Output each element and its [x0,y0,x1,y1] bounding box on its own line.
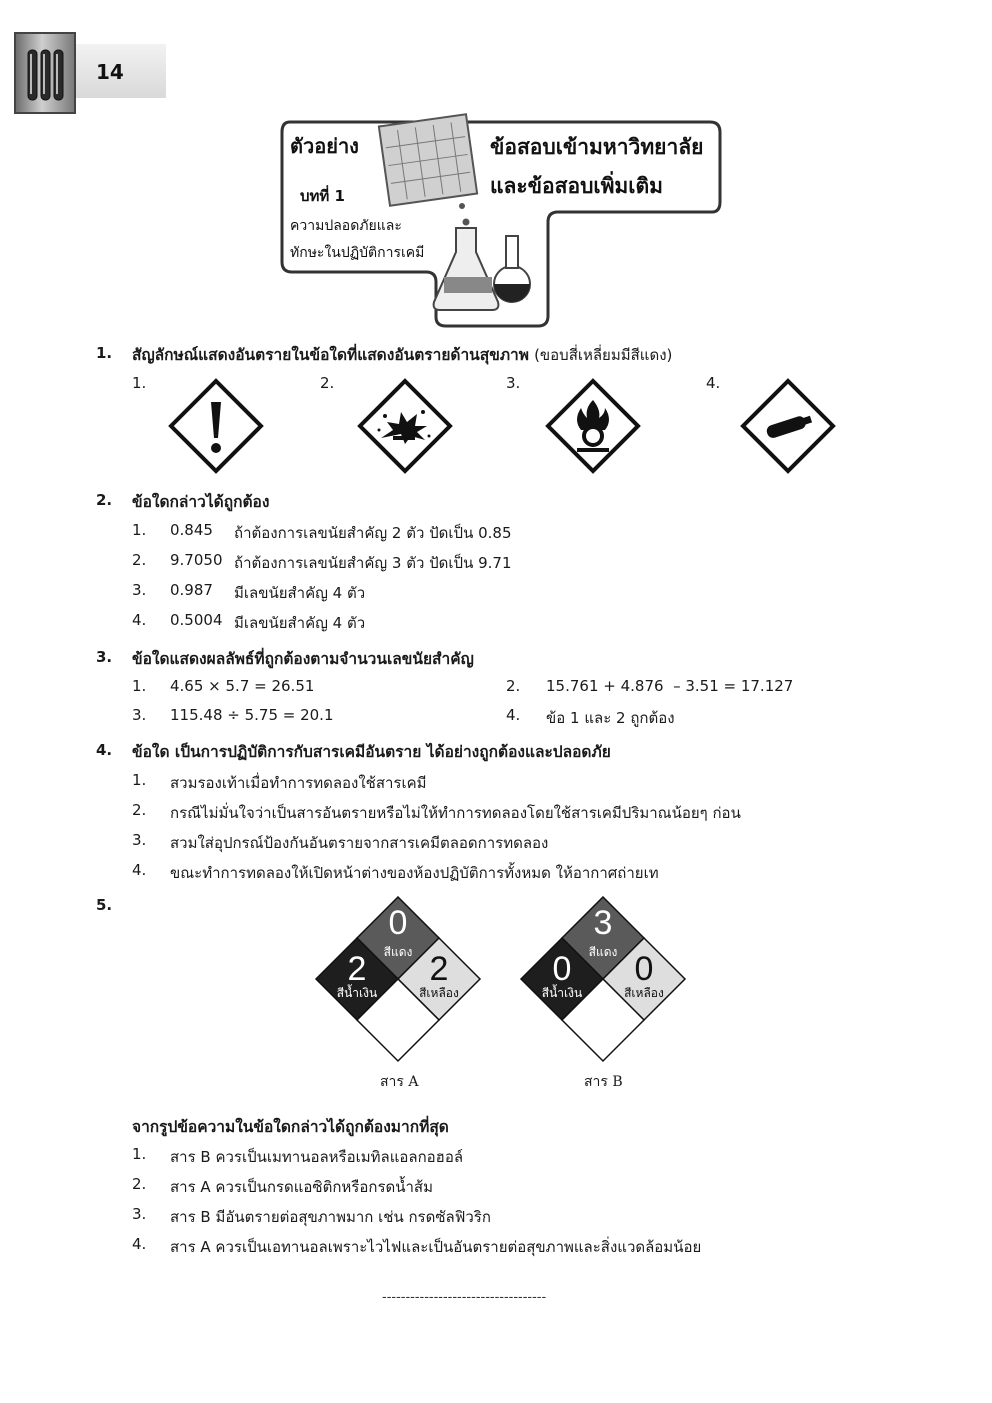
question-1-text [132,342,892,367]
q5-option-2-text: สาร A ควรเป็นกรดแอซิติกหรือกรดน้ำส้ม [170,1178,433,1196]
question-4-number: 4. [96,741,113,759]
nfpa-a-left-label: สีน้ำเงิน [336,986,378,1000]
q2-option-2-number: 2. [132,551,147,569]
q3-option-3-number: 3. [132,706,147,724]
q2-option-1-text: ถ้าต้องการเลขนัยสำคัญ 2 ตัว ปัดเป็น 0.85 [234,524,512,542]
banner-chapter: บทที่ 1 [300,187,345,205]
q4-option-1-text: สวมรองเท้าเมื่อทำการทดลองใช้สารเคมี [170,774,427,792]
nfpa-a-left-value: 2 [347,950,367,988]
q2-option-3-number: 3. [132,581,147,599]
q5-option-3-text: สาร B มีอันตรายต่อสุขภาพมาก เช่น กรดซัลฟิวริก [170,1208,491,1226]
nfpa-diamond-substance-b [519,896,687,1064]
q5-option-1-number: 1. [132,1145,147,1163]
nfpa-b-right-value: 0 [634,950,654,988]
end-divider: ----------------------------------- [382,1290,547,1305]
q2-option-2-value: 9.7050 [170,551,223,569]
q5-option-2-number: 2. [132,1175,147,1193]
question-4-text: ข้อใด เป็นการปฏิบัติการกับสารเคมีอันตราย ได้อย่างถูกต้องและปลอดภัย [132,743,611,761]
q1-option-4-number: 4. [706,374,721,392]
nfpa-b-top-label: สีแดง [588,945,618,959]
q4-option-3-number: 3. [132,831,147,849]
q4-option-1-number: 1. [132,771,147,789]
explosive-icon [357,378,453,474]
question-2-number: 2. [96,491,113,509]
q5-option-4-number: 4. [132,1235,147,1253]
q2-option-3-text: มีเลขนัยสำคัญ 4 ตัว [234,584,366,602]
substance-a-label: สาร A [380,1074,419,1090]
gas-cylinder-icon [740,378,836,474]
nfpa-b-left-value: 0 [552,950,572,988]
nfpa-diamond-substance-a [314,896,482,1064]
q1-option-2-number: 2. [320,374,335,392]
question-1-number: 1. [96,344,113,362]
q3-option-4-number: 4. [506,706,521,724]
question-1-note: (ขอบสี่เหลี่ยมมีสีแดง) [534,346,673,364]
nfpa-a-right-label: สีเหลือง [419,986,459,1000]
q3-option-1-number: 1. [132,677,147,695]
banner-topic-line2: ทักษะในปฏิบัติการเคมี [290,245,425,261]
question-3-text: ข้อใดแสดงผลลัพธ์ที่ถูกต้องตามจำนวนเลขนัยสำคัญ [132,650,474,668]
question-3-number: 3. [96,648,113,666]
q2-option-1-value: 0.845 [170,521,213,539]
q4-option-4-number: 4. [132,861,147,879]
nfpa-a-right-value: 2 [429,950,449,988]
banner-title-line2: และข้อสอบเพิ่มเติม [490,174,663,198]
q2-option-1-number: 1. [132,521,147,539]
question-5-text: จากรูปข้อความในข้อใดกล่าวได้ถูกต้องมากที่สุด [132,1118,449,1136]
q3-option-1-text: 4.65 × 5.7 = 26.51 [170,677,315,695]
q5-option-3-number: 3. [132,1205,147,1223]
nfpa-a-top-label: สีแดง [383,945,413,959]
q5-option-1-text: สาร B ควรเป็นเมทานอลหรือเมทิลแอลกอฮอล์ [170,1148,464,1166]
q3-option-2-text: 15.761 + 4.876 – 3.51 = 17.127 [546,677,794,695]
q3-option-2-number: 2. [506,677,521,695]
q2-option-4-value: 0.5004 [170,611,223,629]
oxidizer-flame-icon [545,378,641,474]
q3-option-3-text: 115.48 ÷ 5.75 = 20.1 [170,706,334,724]
test-tubes-icon [16,34,74,112]
q3-option-4-text: ข้อ 1 และ 2 ถูกต้อง [546,709,675,727]
substance-b-label: สาร B [584,1074,623,1090]
question-1-stem: สัญลักษณ์แสดงอันตรายในข้อใดที่แสดงอันตรายด้านสุขภาพ [132,346,529,364]
q2-option-4-text: มีเลขนัยสำคัญ 4 ตัว [234,614,366,632]
banner-title-line1: ข้อสอบเข้ามหาวิทยาลัย [490,135,704,159]
q2-option-4-number: 4. [132,611,147,629]
q4-option-3-text: สวมใส่อุปกรณ์ป้องกันอันตรายจากสารเคมีตลอดการทดลอง [170,834,549,852]
question-5-number: 5. [96,896,113,914]
banner-label: ตัวอย่าง [290,134,359,158]
q5-option-4-text: สาร A ควรเป็นเอทานอลเพราะไวไฟและเป็นอันตรายต่อสุขภาพและสิ่งแวดล้อมน้อย [170,1238,702,1256]
q4-option-2-text: กรณีไม่มั่นใจว่าเป็นสารอันตรายหรือไม่ให้ทำการทดลองโดยใช้สารเคมีปริมาณน้อยๆ ก่อน [170,804,741,822]
page-number: 14 [96,60,124,84]
banner-topic-line1: ความปลอดภัยและ [290,218,402,234]
page-tab-test-tubes [14,32,76,114]
q2-option-2-text: ถ้าต้องการเลขนัยสำคัญ 3 ตัว ปัดเป็น 9.71 [234,554,512,572]
nfpa-b-left-label: สีน้ำเงิน [541,986,583,1000]
q2-option-3-value: 0.987 [170,581,213,599]
q4-option-2-number: 2. [132,801,147,819]
nfpa-b-right-label: สีเหลือง [624,986,664,1000]
question-2-text: ข้อใดกล่าวได้ถูกต้อง [132,493,270,511]
q4-option-4-text: ขณะทำการทดลองให้เปิดหน้าต่างของห้องปฏิบัติการทั้งหมด ให้อากาศถ่ายเท [170,864,659,882]
exclamation-mark-icon [168,378,264,474]
q1-option-1-number: 1. [132,374,147,392]
nfpa-a-top-value: 0 [388,904,408,942]
nfpa-b-top-value: 3 [593,904,613,942]
q1-option-3-number: 3. [506,374,521,392]
